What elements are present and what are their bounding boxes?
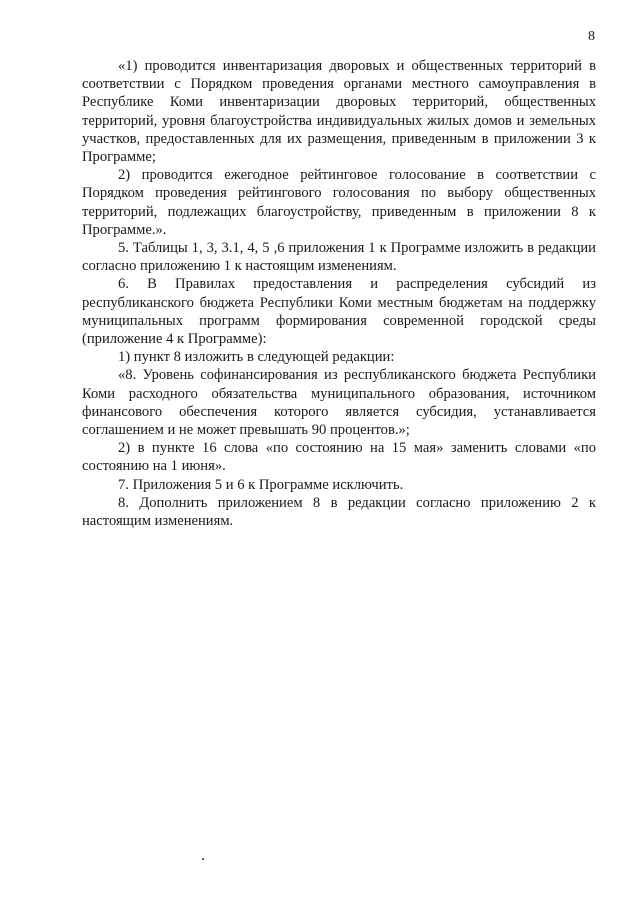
paragraph-cofinancing: «8. Уровень софинансирования из республиканского бюджета Республики Коми расходного обязательства муниципального образования, источником финансового обеспечения которого является субсидия, устанавливается соглашением и не может превышать 90 процентов.»; <box>82 367 596 439</box>
paragraph-item-6: 6. В Правилах предоставления и распределения субсидий из республиканского бюджета Республики Коми местным бюджетам на поддержку муниципальных программ формирования современной городской среды (приложение 4 к Программе): <box>82 276 596 348</box>
paragraph-item-7: 7. Приложения 5 и 6 к Программе исключить. <box>118 476 404 493</box>
paragraph-item-8: 8. Дополнить приложением 8 в редакции согласно приложению 2 к настоящим изменениям. <box>82 494 596 530</box>
paragraph-rating-vote: 2) проводится ежегодное рейтинговое голосование в соответствии с Порядком проведения рейтингового голосования по выбору общественных территорий, подлежащих благоустройству, приведенным в приложении 8 к Программе.». <box>82 167 596 238</box>
scan-speck <box>202 858 204 860</box>
paragraph-subitem-1: 1) пункт 8 изложить в следующей редакции: <box>118 349 395 366</box>
paragraph-inventory: «1) проводится инвентаризация дворовых и общественных территорий в соответствии с Порядком проведения органами местного самоуправления в Республике Коми инвентаризации дворовых территорий, общественных территорий, уровня благоустройства индивидуальных жилых домов и земельных участков, предоставленных для их размещения, приведенным в приложении 3 к Программе; <box>82 58 596 166</box>
paragraph-item-5: 5. Таблицы 1, 3, 3.1, 4, 5 ,6 приложения 1 к Программе изложить в редакции согласно приложению 1 к настоящим изменениям. <box>82 240 596 275</box>
page-number: 8 <box>588 29 595 44</box>
paragraph-subitem-2: 2) в пункте 16 слова «по состоянию на 15 мая» заменить словами «по состоянию на 1 июня». <box>82 440 596 475</box>
document-body <box>82 57 596 530</box>
